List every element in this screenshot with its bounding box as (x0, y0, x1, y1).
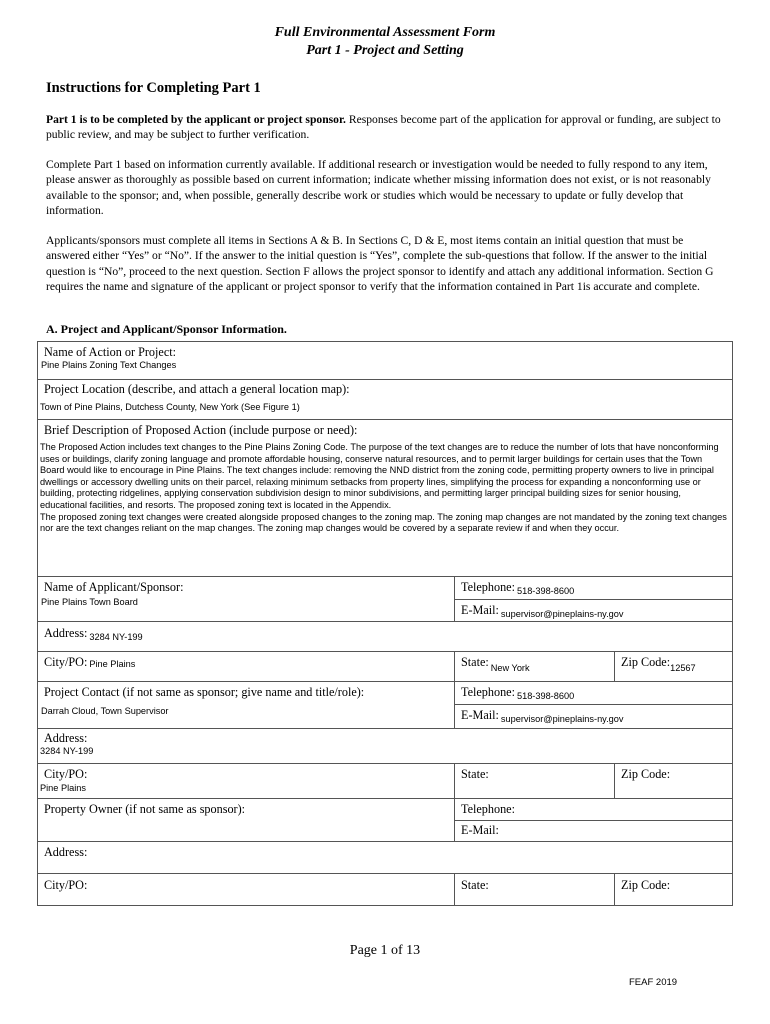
owner-address-label: Address: (44, 845, 88, 859)
applicant-telephone-label: Telephone: (461, 580, 515, 594)
applicant-state-label: State: (461, 655, 489, 669)
contact-email-label: E-Mail: (461, 708, 499, 722)
contact-citypo-field[interactable]: Pine Plains (40, 783, 86, 793)
page-number: Page 1 of 13 (349, 943, 421, 958)
contact-telephone-field[interactable]: 518-398-8600 (516, 691, 575, 701)
applicant-telephone-cell (455, 577, 733, 600)
applicant-address-cell (38, 622, 733, 652)
instructions-heading: Instructions for Completing Part 1 (46, 80, 261, 96)
applicant-citypo-field[interactable]: Pine Plains (89, 659, 136, 669)
contact-name-cell (38, 682, 455, 729)
contact-zip-label: Zip Code: (621, 767, 671, 781)
owner-email-cell (455, 821, 733, 842)
instructions-paragraph-1-bold: Part 1 is to be completed by the applicant or project sponsor. (46, 113, 346, 126)
owner-zip-cell (615, 874, 733, 906)
applicant-address-field[interactable]: 3284 NY-199 (89, 632, 143, 642)
applicant-state-cell (455, 652, 615, 682)
project-applicant-sponsor-table (37, 341, 733, 906)
contact-name-label: Project Contact (if not same as sponsor; give name and title/role): (44, 685, 365, 699)
applicant-name-label: Name of Applicant/Sponsor: (44, 580, 184, 594)
name-of-action-field[interactable]: Pine Plains Zoning Text Changes (41, 360, 177, 370)
brief-description-field[interactable] (38, 437, 732, 535)
form-identifier: FEAF 2019 (629, 977, 678, 988)
applicant-state-field[interactable]: New York (490, 663, 530, 673)
brief-description-cell (38, 420, 733, 577)
owner-telephone-label: Telephone: (461, 802, 515, 816)
section-a-heading: A. Project and Applicant/Sponsor Information. (46, 322, 287, 336)
instructions-paragraph-1 (46, 112, 726, 143)
project-location-field[interactable]: Town of Pine Plains, Dutchess County, New York (See Figure 1) (40, 402, 300, 412)
brief-description-label: Brief Description of Proposed Action (include purpose or need): (44, 423, 358, 437)
applicant-name-cell (38, 577, 455, 622)
name-of-action-label: Name of Action or Project: (44, 345, 176, 359)
owner-citypo-cell (38, 874, 455, 906)
instructions-paragraph-2: Complete Part 1 based on information currently available. If additional research or investigation would be needed to fully respond to any item, please answer as thoroughly as possible based on current information; indicate whether missing information does not exist, or is not reasonably available to the sponsor; and, when possible, generally describe work or studies which would be necessary to update or fully develop that information. (46, 158, 711, 218)
owner-state-cell (455, 874, 615, 906)
applicant-address-label: Address: (44, 626, 88, 640)
contact-address-field[interactable]: 3284 NY-199 (40, 746, 94, 756)
instructions-paragraph-1-text: Responses become part of the application for approval or funding, are subject to public review, and may be subject to further verification. (46, 113, 721, 142)
applicant-zip-field[interactable]: 12567 (670, 663, 696, 673)
name-of-action-cell (38, 342, 733, 380)
form-subtitle: Part 1 - Project and Setting (306, 43, 464, 58)
applicant-telephone-field[interactable]: 518-398-8600 (516, 586, 575, 596)
applicant-email-cell (455, 600, 733, 622)
contact-email-cell (455, 705, 733, 729)
applicant-email-field[interactable]: supervisor@pineplains-ny.gov (500, 609, 624, 619)
applicant-zip-label: Zip Code: (621, 655, 671, 669)
owner-email-label: E-Mail: (461, 823, 499, 837)
project-location-cell (38, 380, 733, 420)
form-title: Full Environmental Assessment Form (274, 25, 496, 40)
contact-telephone-cell (455, 682, 733, 705)
owner-citypo-label: City/PO: (44, 878, 88, 892)
applicant-citypo-cell (38, 652, 455, 682)
owner-telephone-cell (455, 799, 733, 821)
contact-citypo-cell (38, 764, 455, 799)
brief-description-paragraph-2: The proposed zoning text changes were created alongside proposed changes to the zoning map. The zoning map changes are not mandated by the zoning text changes nor are the text changes reliant on the map changes. The zoning map changes would be covered by a separate review if and when they occur. (40, 511, 727, 534)
applicant-name-field[interactable]: Pine Plains Town Board (41, 597, 138, 607)
applicant-citypo-label: City/PO: (44, 655, 88, 669)
contact-telephone-label: Telephone: (461, 685, 515, 699)
project-location-label: Project Location (describe, and attach a general location map): (44, 382, 350, 396)
applicant-zip-cell (615, 652, 733, 682)
owner-name-label: Property Owner (if not same as sponsor): (44, 802, 246, 816)
contact-state-cell (455, 764, 615, 799)
owner-address-cell (38, 842, 733, 874)
instructions-paragraph-3: Applicants/sponsors must complete all items in Sections A & B. In Sections C, D & E, most items contain an initial question that must be answered either “Yes” or “No”. If the answer to the initial question is “Yes”, complete the sub-questions that follow. If the answer to the initial question is “No”, proceed to the next question. Section F allows the project sponsor to identify and attach any additional information. Section G requires the name and signature of the applicant or project sponsor to verify that the information contained in Part 1is accurate and complete. (46, 234, 714, 294)
owner-name-cell (38, 799, 455, 842)
owner-zip-label: Zip Code: (621, 878, 671, 892)
contact-citypo-label: City/PO: (44, 767, 88, 781)
contact-address-label: Address: (44, 731, 88, 745)
contact-address-cell (38, 729, 733, 764)
applicant-email-label: E-Mail: (461, 603, 499, 617)
brief-description-paragraph-1: The Proposed Action includes text changes to the Pine Plains Zoning Code. The purpose of the text changes are to reduce the number of lots that have nonconforming uses or buildings, clarify zoning language and promote affordable housing, conserve natural resources, and to permit larger buildings for certain uses that the Town Board would like to encourage in Pine Plains. The text changes include: removing the NND district from the zoning code, permitting property owners to live in principal dwellings or accessory dwelling units on their parcel, relaxing minimum setbacks from property lines, simplifying the process for expanding a nonconforming use or building, protecting ridgelines, applying conservation subdivision design to minor subdivisions, and permitting larger principal building sizes for senior housing, educational facilities, and resorts. The proposed zoning text is located in the Appendix. (40, 442, 719, 510)
owner-state-label: State: (461, 878, 489, 892)
contact-email-field[interactable]: supervisor@pineplains-ny.gov (500, 714, 624, 724)
contact-state-label: State: (461, 767, 489, 781)
contact-name-field[interactable]: Darrah Cloud, Town Supervisor (41, 706, 169, 716)
contact-zip-cell (615, 764, 733, 799)
